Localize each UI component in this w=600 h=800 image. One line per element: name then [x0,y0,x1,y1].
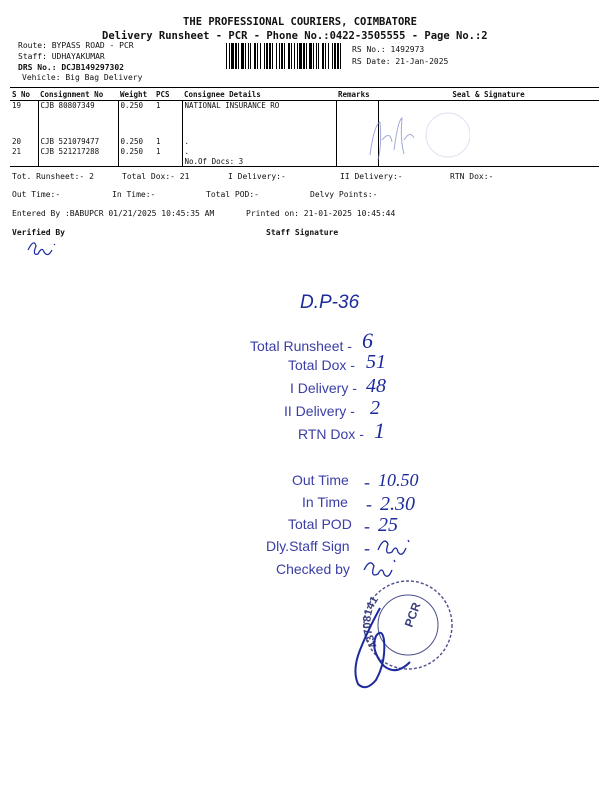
row-consignment: CJB 521217288 [38,147,118,157]
table-bottom-rule [10,166,599,167]
vehicle: Vehicle: Big Bag Delivery [22,73,143,82]
label-rtn-dox: RTN Dox - [298,426,364,442]
dash-dly-staff-sign: - [364,538,370,558]
row-weight: 0.250 [118,147,154,157]
col-consignment: Consignment No [38,88,118,101]
value-total-pod: 25 [378,514,398,536]
table-row [10,157,599,167]
drs-no: DRS No.: DCJB149297302 [18,63,124,72]
label-in-time: In Time [302,494,348,510]
stamp-number: 43708141 [361,594,381,650]
in-time: In Time:- [112,190,156,199]
value-total-dox: 51 [366,351,386,373]
verified-by: Verified By [12,228,65,237]
value-total-runsheet: 6 [362,328,373,353]
row-pcs: 1 [156,146,161,156]
dash-total-pod: - [364,516,370,536]
row-consignment: CJB 521079477 [38,137,118,147]
table-row [10,147,599,157]
col-sno: S No [10,88,38,101]
row-pcs: 1 [156,101,161,110]
row-consignee: . [182,137,336,147]
rtn-dox: RTN Dox:- [450,172,494,181]
row-weight: 0.250 [118,101,154,137]
large-signature-icon [340,600,420,700]
label-i-delivery: I Delivery - [290,380,357,396]
col-seal: Seal & Signature [378,88,599,101]
rs-date: RS Date: 21-Jan-2025 [352,57,449,66]
company-name: THE PROFESSIONAL COURIERS, COIMBATORE [183,16,417,28]
row-weight: 0.250 [118,137,154,147]
label-out-time: Out Time [292,472,349,488]
runsheet-title: Delivery Runsheet - PCR - Phone No.:0422-3505555 - Page No.:2 [102,30,488,42]
i-delivery: I Delivery:- [228,172,286,181]
delvy-points: Delvy Points:- [310,190,378,199]
value-in-time: 2.30 [380,493,415,515]
dp-code: D.P-36 [300,292,360,313]
staff-signature: Staff Signature [266,228,339,237]
verified-signature-icon [24,236,60,260]
label-checked-by: Checked by [276,561,350,577]
value-out-time: 10.50 [378,470,419,490]
table-row [10,137,599,147]
table-row [10,101,599,137]
rs-no: RS No.: 1492973 [352,45,425,54]
route: Route: BYPASS ROAD - PCR [18,41,134,50]
dash-out-time: - [364,472,370,492]
ii-delivery: II Delivery:- [340,172,403,181]
col-consignee: Consignee Details [182,88,336,101]
runsheet-table [10,87,599,167]
col-weight: Weight [118,88,154,101]
dash-in-time: - [366,494,372,514]
table-header-row [10,88,599,101]
row-sno: 21 [12,146,22,156]
value-ii-delivery: 2 [370,397,380,419]
seal-scribble-icon [360,110,470,165]
label-total-runsheet: Total Runsheet - [250,338,352,354]
col-remarks: Remarks [336,88,378,101]
total-pod: Total POD:- [206,190,259,199]
staff: Staff: UDHAYAKUMAR [18,52,105,61]
row-sno: 19 [12,101,22,110]
tot-runsheet: Tot. Runsheet:- 2 [12,172,94,181]
row-consignment: CJB 80807349 [38,101,118,137]
row-sno: 20 [12,136,22,146]
row-consignee: . [182,147,336,157]
col-pcs: PCS [154,88,182,101]
entered-by: Entered By :BABUPCR 01/21/2025 10:45:35 AM [12,209,215,218]
out-time: Out Time:- [12,190,61,199]
label-total-pod: Total POD [288,516,352,532]
barcode-icon [226,43,342,69]
stamp-center: PCR [401,600,424,630]
label-ii-delivery: II Delivery - [284,403,355,419]
value-rtn-dox: 1 [374,418,385,443]
printed-on: Printed on: 21-01-2025 10:45:44 [246,209,396,218]
label-dly-staff-sign: Dly.Staff Sign [266,538,350,554]
no-of-docs: No.Of Docs: 3 [182,157,336,167]
value-i-delivery: 48 [366,375,386,397]
label-total-dox: Total Dox - [288,357,355,373]
row-consignee: NATIONAL INSURANCE RO [182,101,336,137]
row-pcs: 1 [156,136,161,146]
total-dox: Total Dox:- 21 [122,172,190,181]
